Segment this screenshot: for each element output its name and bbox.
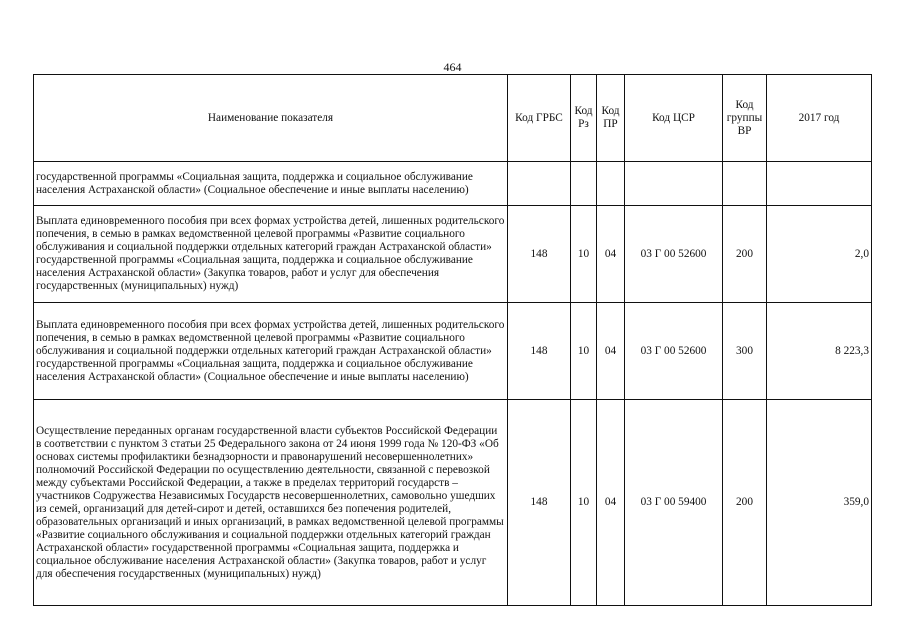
budget-table <box>33 74 872 606</box>
row-rz-cell: 10 <box>571 206 597 303</box>
row-rz-cell: 10 <box>571 303 597 400</box>
header-year: 2017 год <box>767 75 872 162</box>
row-grbs-cell: 148 <box>508 400 571 606</box>
row-rz-cell: 10 <box>571 400 597 606</box>
table-row <box>34 400 872 606</box>
row-pr-cell <box>597 162 625 206</box>
table-row <box>34 303 872 400</box>
page-number: 464 <box>443 60 462 74</box>
row-vr-cell: 200 <box>723 206 767 303</box>
header-name: Наименование показателя <box>34 75 508 162</box>
table-header-row <box>34 75 872 162</box>
header-grbs: Код ГРБС <box>508 75 571 162</box>
header-csr: Код ЦСР <box>625 75 723 162</box>
header-vr: Код группы ВР <box>723 75 767 162</box>
row-vr-cell: 300 <box>723 303 767 400</box>
row-grbs-cell: 148 <box>508 303 571 400</box>
row-grbs-cell <box>508 162 571 206</box>
row-amount-cell: 359,0 <box>767 400 872 606</box>
row-pr-cell: 04 <box>597 206 625 303</box>
row-name-cell: Выплата единовременного пособия при всех формах устройства детей, лишенных родительского попечения, в семью в рамках ведомственной целевой программы «Развитие социального обслуживания и социальной поддержки отдельных категорий граждан Астраханской области» государственной программы «Социальная защита, поддержка и социальное обслуживание населения Астраханской области» (Социальное обеспечение и иные выплаты населению) <box>34 303 508 400</box>
row-name-cell: Выплата единовременного пособия при всех формах устройства детей, лишенных родительского попечения, в семью в рамках ведомственной целевой программы «Развитие социального обслуживания и социальной поддержки отдельных категорий граждан Астраханской области» государственной программы «Социальная защита, поддержка и социальное обслуживание населения Астраханской области» (Закупка товаров, работ и услуг для обеспечения государственных (муниципальных) нужд) <box>34 206 508 303</box>
row-vr-cell: 200 <box>723 400 767 606</box>
row-amount-cell <box>767 162 872 206</box>
row-vr-cell <box>723 162 767 206</box>
table-row <box>34 206 872 303</box>
row-amount-cell: 8 223,3 <box>767 303 872 400</box>
row-pr-cell: 04 <box>597 400 625 606</box>
row-csr-cell: 03 Г 00 52600 <box>625 303 723 400</box>
row-csr-cell <box>625 162 723 206</box>
row-name-cell: Осуществление переданных органам государственной власти субъектов Российской Федерации в соответствии с пунктом 3 статьи 25 Федерального закона от 24 июня 1999 года № 120-ФЗ «Об основах системы профилактики безнадзорности и правонарушений несовершеннолетних» полномочий Российской Федерации по осуществлению деятельности, связанной с перевозкой между субъектами Российской Федерации, а также в пределах территорий государств – участников Содружества Независимых Государств несовершеннолетних, самовольно ушедших из семей, организаций для детей-сирот и детей, оставшихся без попечения родителей, образовательных организаций и иных организаций, в рамках ведомственной целевой программы «Развитие социального обслуживания и социальной поддержки отдельных категорий граждан Астраханской области» государственной программы «Социальная защита, поддержка и социальное обслуживание населения Астраханской области» (Закупка товаров, работ и услуг для обеспечения государственных (муниципальных) нужд) <box>34 400 508 606</box>
row-name-cell: государственной программы «Социальная защита, поддержка и социальное обслуживание населения Астраханской области» (Социальное обеспечение и иные выплаты населению) <box>34 162 508 206</box>
header-pr: Код ПР <box>597 75 625 162</box>
header-rz: Код Рз <box>571 75 597 162</box>
row-grbs-cell: 148 <box>508 206 571 303</box>
row-csr-cell: 03 Г 00 59400 <box>625 400 723 606</box>
row-csr-cell: 03 Г 00 52600 <box>625 206 723 303</box>
row-amount-cell: 2,0 <box>767 206 872 303</box>
row-rz-cell <box>571 162 597 206</box>
row-pr-cell: 04 <box>597 303 625 400</box>
table-row <box>34 162 872 206</box>
